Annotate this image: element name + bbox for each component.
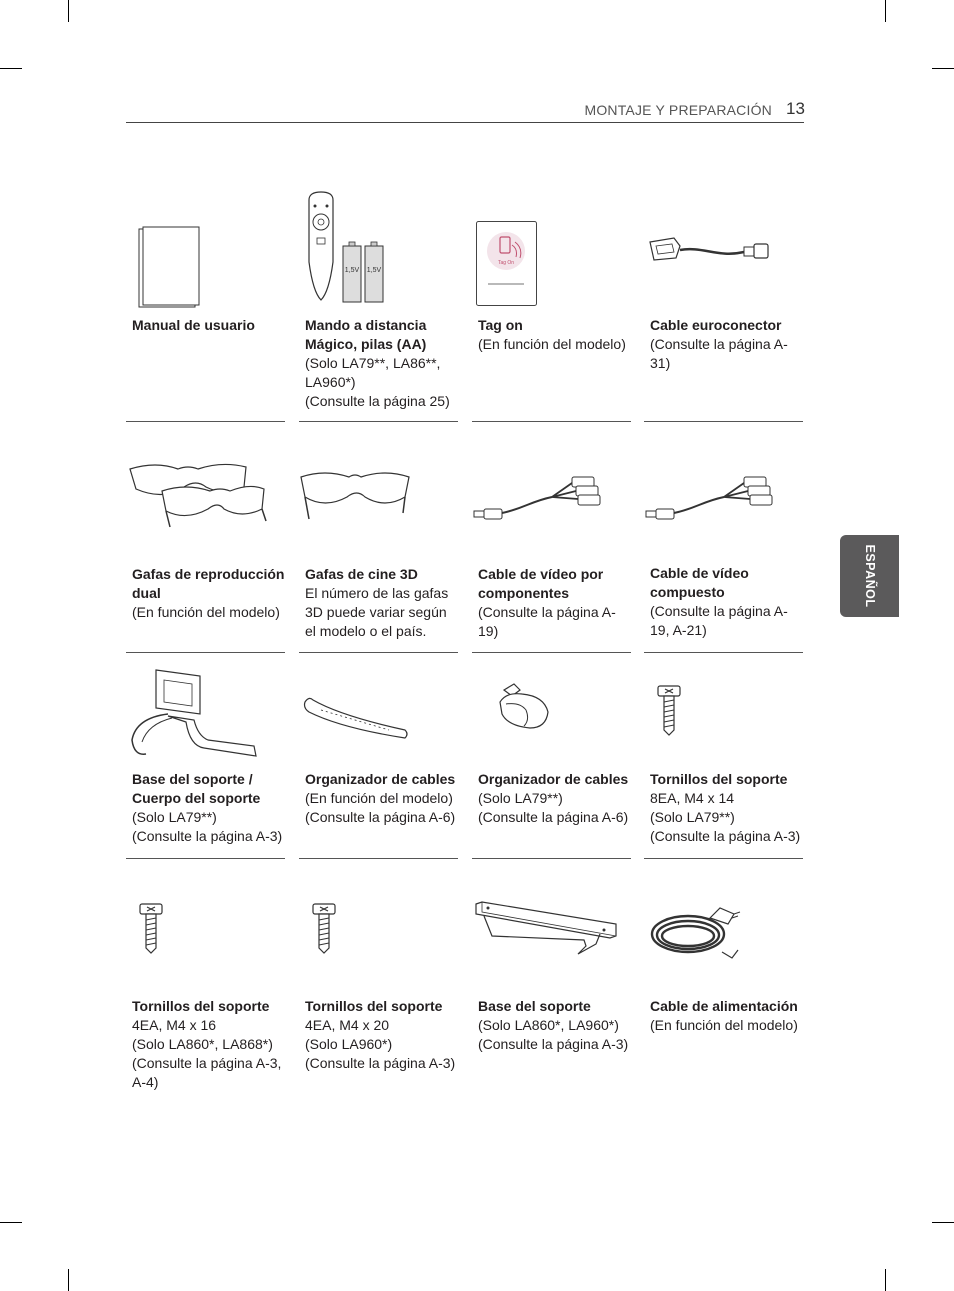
item-title: Tag on	[478, 317, 523, 333]
section-title: MONTAJE Y PREPARACIÓN	[584, 102, 772, 118]
3d-glasses-icon	[299, 469, 411, 523]
item-title: Cable de alimentación	[650, 998, 798, 1014]
item-3d-glasses	[299, 421, 458, 653]
remote-batteries-icon	[303, 192, 387, 304]
stand-bar-icon	[474, 900, 620, 956]
item-title: Gafas de reproducción dual	[132, 566, 285, 601]
item-note: (Consulte la página A-19, A-21)	[650, 603, 788, 638]
screw-icon	[656, 684, 682, 736]
item-note: (En función del modelo) (Consulte la página A-6)	[305, 790, 456, 825]
crop-mark	[932, 1222, 954, 1223]
item-cable-organizer-1	[299, 652, 458, 859]
item-magic-remote	[299, 140, 458, 422]
language-tab	[840, 535, 899, 617]
item-note: (En función del modelo)	[132, 604, 280, 620]
item-title: Cable de vídeo por componentes	[478, 566, 604, 601]
cable-tie-icon	[301, 694, 411, 742]
composite-cable-icon	[644, 473, 780, 523]
crop-mark	[885, 0, 886, 22]
battery-label: 1,5V	[344, 267, 360, 274]
manual-icon	[138, 225, 202, 310]
item-cable-organizer-2	[472, 652, 631, 859]
cable-holder-icon	[496, 682, 552, 732]
item-title: Cable de vídeo compuesto	[650, 565, 749, 600]
item-dual-play-glasses	[126, 421, 285, 653]
item-title: Mando a distancia Mágico, pilas (AA)	[305, 317, 427, 352]
header-rule	[126, 122, 804, 123]
item-composite-cable	[644, 421, 803, 653]
scart-cable-icon	[648, 236, 772, 266]
crop-mark	[68, 1269, 69, 1291]
item-stand-screws-8ea	[644, 652, 803, 859]
item-note: (En función del modelo)	[650, 1017, 798, 1033]
crop-mark	[0, 68, 22, 69]
tag-label: Tag On	[497, 260, 515, 266]
item-note: 4EA, M4 x 20 (Solo LA960*) (Consulte la página A-3)	[305, 1017, 456, 1071]
item-title: Tornillos del soporte	[305, 998, 443, 1014]
item-note: (Solo LA860*, LA960*) (Consulte la página A-3)	[478, 1017, 629, 1052]
item-title: Tornillos del soporte	[650, 771, 788, 787]
item-stand-base-body	[126, 652, 285, 859]
item-title: Base del soporte / Cuerpo del soporte	[132, 771, 261, 806]
stand-base-icon	[128, 666, 258, 762]
item-stand-base-bar	[472, 858, 631, 1098]
item-scart-cable	[644, 140, 803, 422]
item-note: (Solo LA79**) (Consulte la página A-6)	[478, 790, 629, 825]
item-note: (En función del modelo)	[478, 336, 626, 352]
item-title: Base del soporte	[478, 998, 591, 1014]
power-cord-icon	[648, 904, 744, 964]
screw-icon	[311, 902, 337, 954]
item-power-cord	[644, 858, 803, 1098]
crop-mark	[68, 0, 69, 22]
item-title: Gafas de cine 3D	[305, 566, 418, 582]
item-tag-on	[472, 140, 631, 422]
item-stand-screws-m4x20	[299, 858, 458, 1098]
item-title: Organizador de cables	[478, 771, 629, 787]
item-title: Organizador de cables	[305, 771, 456, 787]
item-note: (Solo LA79**) (Consulte la página A-3)	[132, 809, 283, 844]
item-note: 4EA, M4 x 16 (Solo LA860*, LA868*) (Consulte la página A-3, A-4)	[132, 1017, 282, 1090]
item-title: Manual de usuario	[132, 317, 255, 333]
item-component-cable	[472, 421, 631, 653]
dual-glasses-icon	[126, 461, 266, 531]
crop-mark	[885, 1269, 886, 1291]
page-number: 13	[786, 99, 805, 118]
battery-label: 1,5V	[366, 267, 382, 274]
item-note: (Solo LA79**, LA86**, LA960*) (Consulte la página 25)	[305, 355, 450, 409]
item-user-manual	[126, 140, 285, 422]
language-label: ESPAÑOL	[862, 544, 877, 608]
item-stand-screws-m4x16	[126, 858, 285, 1098]
item-note: (Consulte la página A-31)	[650, 336, 788, 371]
component-cable-icon	[472, 473, 608, 523]
crop-mark	[932, 68, 954, 69]
item-title: Cable euroconector	[650, 317, 782, 333]
screw-icon	[138, 902, 164, 954]
item-note: 8EA, M4 x 14 (Solo LA79**) (Consulte la página A-3)	[650, 790, 801, 844]
item-title: Tornillos del soporte	[132, 998, 270, 1014]
crop-mark	[0, 1222, 22, 1223]
item-note: El número de las gafas 3D puede variar según el modelo o el país.	[305, 585, 449, 639]
item-note: (Consulte la página A-19)	[478, 604, 616, 639]
tag-on-icon	[476, 221, 538, 307]
